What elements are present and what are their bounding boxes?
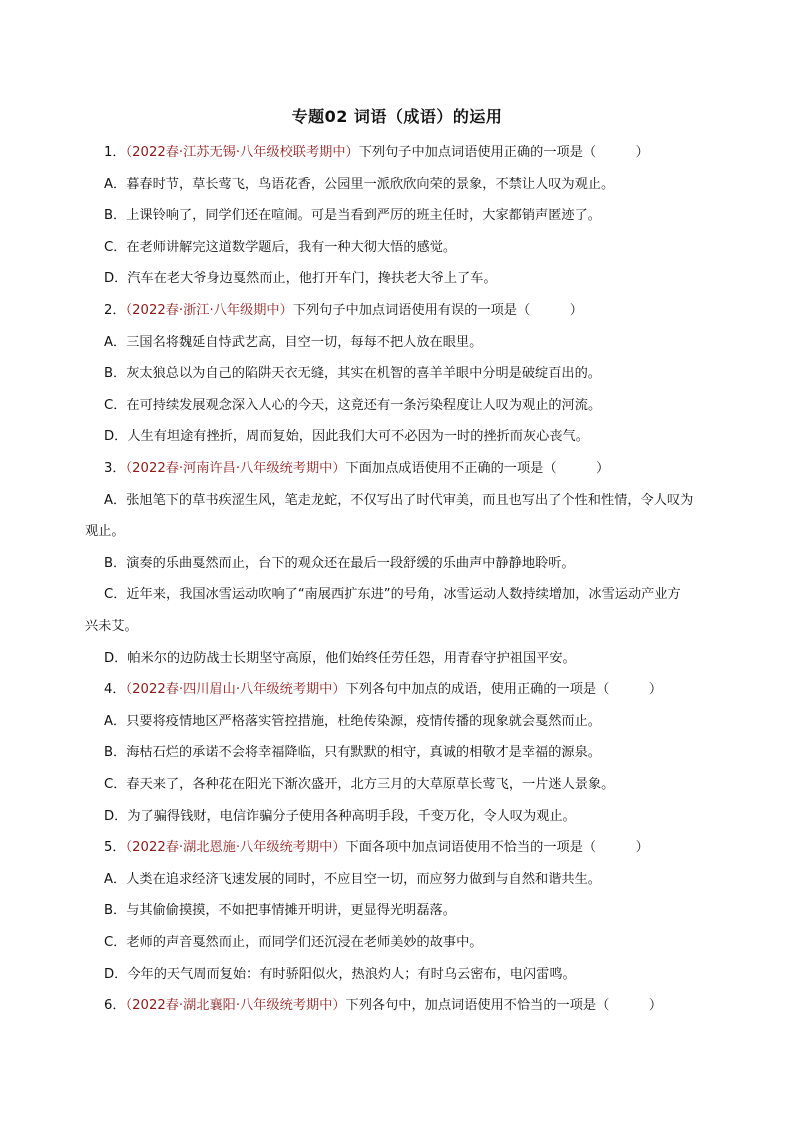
page-title: 专题02 词语（成语）的运用 [291,107,503,126]
question-source: （2022春·四川眉山·八年级统考期中） [125,682,346,698]
question-stem [104,459,734,479]
answer-option: B．演奏的乐曲戛然而止，台下的观众还在最后一段舒缓的乐曲声中静静地聆听。 [104,555,575,571]
question-source: （2022春·湖北襄阳·八年级统考期中） [125,998,346,1014]
answer-option: D．今年的天气周而复始：有时骄阳似火，热浪灼人；有时乌云密布，电闪雷鸣。 [104,966,576,982]
answer-option: B．海枯石烂的承诺不会将幸福降临，只有默默的相守，真诚的相敬才是幸福的源泉。 [104,745,601,761]
question-number: 4． [104,682,126,698]
answer-option: C．老师的声音戛然而止，而同学们还沉浸在老师美妙的故事中。 [104,935,483,950]
question-source: （2022春·江苏无锡·八年级校联考期中） [125,145,359,160]
question-number: 3． [104,461,126,476]
answer-option: D．汽车在老大爷身边戛然而止，他打开车门，搀扶老大爷上了车。 [104,271,497,287]
answer-option: A．暮春时节，草长莺飞，鸟语花香，公园里一派欣欣向荣的景象，不禁让人叹为观止。 [104,176,615,192]
answer-option: C．春天来了，各种花在阳光下渐次盛开，北方三月的大草原草长莺飞，一片迷人景象。 [104,777,615,792]
question-text: 下列各句中，加点词语使用不恰当的一项是（ ） [345,998,663,1014]
option-continuation: 兴未艾。 [85,619,138,634]
question-number: 1． [104,145,126,160]
answer-option: C．近年来，我国冰雪运动吹响了“南展西扩东进”的号角，冰雪运动人数持续增加，冰雪运动产业方 [104,587,681,603]
question-stem [104,143,734,163]
question-stem [104,301,734,321]
answer-option: A．只要将疫情地区严格落实管控措施，杜绝传染源，疫情传播的现象就会戛然而止。 [104,713,601,729]
question-stem [104,838,734,858]
question-source: （2022春·湖北恩施·八年级统考期中） [125,840,346,856]
answer-option: C．在可持续发展观念深入人心的今天，这竟还有一条污染程度让人叹为观止的河流。 [104,397,602,413]
question-number: 6． [104,998,126,1014]
answer-option: C．在老师讲解完这道数学题后，我有一种大彻大悟的感觉。 [104,239,457,255]
answer-option: D．帕米尔的边防战士长期坚守高原，他们始终任劳任怨，用青春守护祖国平安。 [104,650,576,666]
answer-option: D．人生有坦途有挫折，周而复始，因此我们大可不必因为一时的挫折而灰心丧气。 [104,429,589,445]
answer-option: A．张旭笔下的草书疾涩生风，笔走龙蛇，不仅写出了时代审美，而且也写出了个性和性情，令人叹为 [104,492,694,508]
answer-option: B．灰太狼总以为自己的陷阱天衣无缝，其实在机智的喜羊羊眼中分明是破绽百出的。 [104,366,601,382]
answer-option: A．人类在追求经济飞速发展的同时，不应目空一切，而应努力做到与自然和谐共生。 [104,871,601,887]
question-number: 5． [104,840,126,856]
answer-option: D．为了骗得钱财，电信诈骗分子使用各种高明手段，千变万化，令人叹为观止。 [104,808,576,824]
question-source: （2022春·河南许昌·八年级统考期中） [125,461,346,476]
answer-option: A．三国名将魏延自恃武艺高，目空一切，每每不把人放在眼里。 [104,334,483,350]
question-text: 下列句子中加点词语使用有误的一项是（ ） [292,303,583,318]
question-text: 下面加点成语使用不正确的一项是（ ） [345,461,610,476]
answer-option: B．与其偷偷摸摸，不如把事情摊开明讲，更显得光明磊落。 [104,903,456,919]
question-stem [104,996,734,1016]
question-stem [104,680,734,700]
question-text: 下列句子中加点词语使用正确的一项是（ ） [358,145,649,160]
question-source: （2022春·浙江·八年级期中） [125,303,293,318]
question-number: 2． [104,303,126,318]
answer-option: B．上课铃响了，同学们还在喧闹。可是当看到严厉的班主任时，大家都销声匿迹了。 [104,208,601,224]
option-continuation: 观止。 [85,524,125,540]
question-text: 下列各句中加点的成语，使用正确的一项是（ ） [345,682,663,698]
question-text: 下面各项中加点词语使用不恰当的一项是（ ） [345,840,649,856]
